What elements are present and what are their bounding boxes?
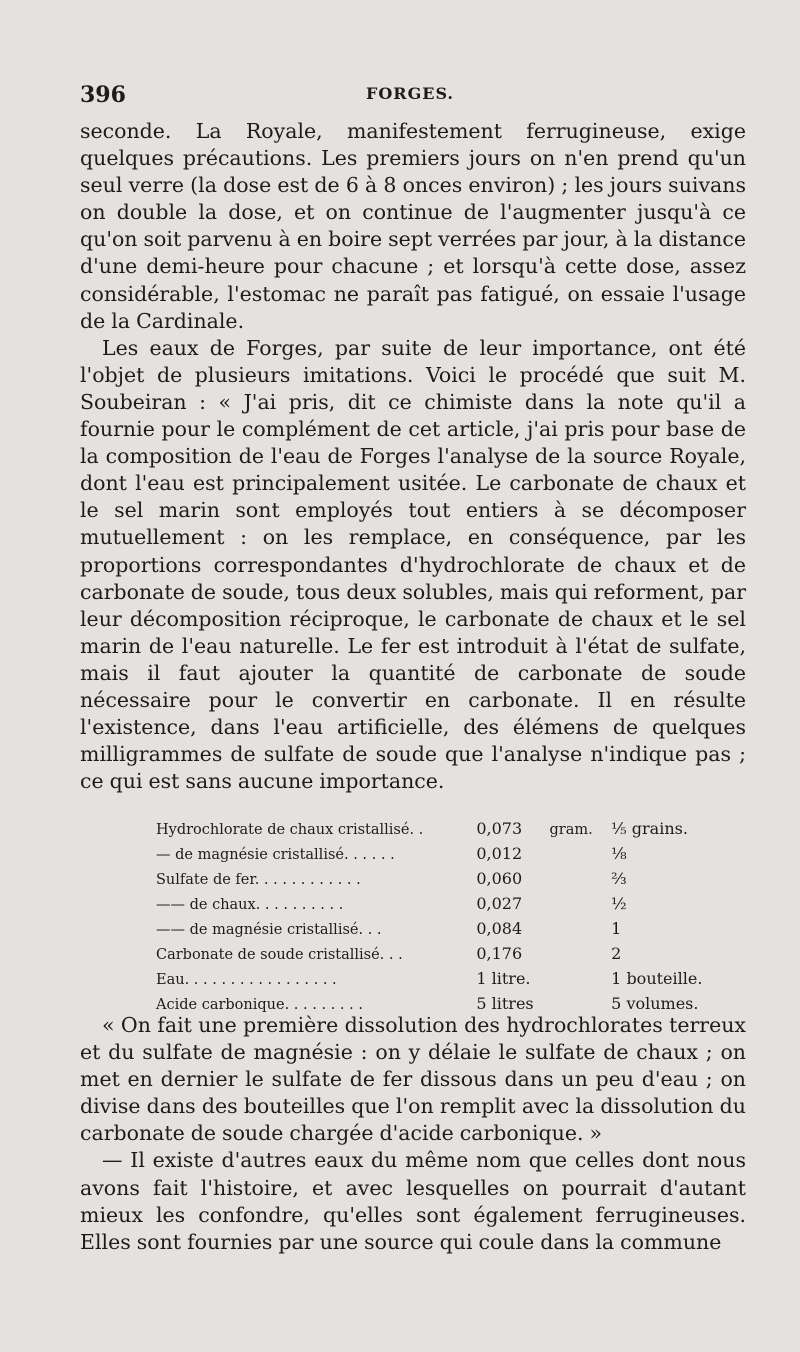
composition-table: [156, 817, 716, 1017]
table-cell-label: Acide carbonique. . . . . . . . .: [156, 997, 363, 1013]
paragraph-1: seconde. La Royale, manifestement ferrugineuse, exige quelques précautions. Les premiers jours on n'en prend qu'un seul verre (la dose est de 6 à 8 onces environ) ; les jours suivans on double la dose, et on continue de l'augmenter jusqu'à ce qu'on soit parvenu à en boire sept verrées par jour, à la distance d'une demi-heure pour chacune ; et lorsqu'à cette dose, assez considérable, l'estomac ne paraît pas fatigué, on essaie l'usage de la Cardinale.: [80, 119, 746, 333]
table-row: [156, 817, 716, 842]
table-cell-label: —— de chaux. . . . . . . . . .: [156, 897, 344, 913]
paragraph-4: — Il existe d'autres eaux du même nom que celles dont nous avons fait l'histoire, et avec lesquelles on pourrait d'autant mieux les confondre, qu'elles sont également ferrugineuses. Elles sont fournies par une source qui coule dans la commune: [80, 1148, 746, 1254]
table-cell-grains: ⅔: [611, 869, 627, 888]
table-cell-amount: 5 litres: [476, 994, 534, 1013]
table-row: [156, 942, 716, 967]
table-cell-label: Eau. . . . . . . . . . . . . . . . .: [156, 972, 337, 988]
table-cell-grains: ⅕ grains.: [611, 819, 688, 838]
body-text-lower: [80, 1012, 746, 1256]
table-cell-grains: ⅛: [611, 844, 627, 863]
table-cell-label: — de magnésie cristallisé. . . . . .: [156, 847, 395, 863]
table-row: [156, 892, 716, 917]
running-title: FORGES.: [365, 84, 454, 103]
table-cell-unit: [544, 967, 600, 992]
table-cell-grains: 1 bouteille.: [611, 969, 703, 988]
table-row: [156, 867, 716, 892]
table-cell-unit: [544, 867, 600, 892]
body-text-upper: [80, 118, 746, 795]
table-cell-unit: [544, 842, 600, 867]
table-cell-grains: 1: [611, 919, 622, 938]
table-cell-amount: 1 litre.: [476, 969, 531, 988]
table-row: [156, 967, 716, 992]
table-cell-grains: 5 volumes.: [611, 994, 699, 1013]
table-cell-grains: 2: [611, 944, 622, 963]
paragraph-2: Les eaux de Forges, par suite de leur importance, ont été l'objet de plusieurs imitations. Voici le procédé que suit M. Soubeiran : « J'ai pris, dit ce chimiste dans la note qu'il a fournie pour le complément de cet article, j'ai pris pour base de la composition de l'eau de Forges l'analyse de la source Royale, dont l'eau est principalement usitée. Le carbonate de chaux et le sel marin sont employés tout entiers à se décomposer mutuellement : on les remplace, en conséquence, par les proportions correspondantes d'hydrochlorate de chaux et de carbonate de soude, tous deux solubles, mais qui reforment, par leur décomposition réciproque, le carbonate de chaux et le sel marin de l'eau naturelle. Le fer est introduit à l'état de sulfate, mais il faut ajouter la quantité de carbonate de soude nécessaire pour le convertir en carbonate. Il en résulte l'existence, dans l'eau artificielle, des élémens de quelques milligrammes de sulfate de soude que l'analyse n'indique pas ; ce qui est sans aucune importance.: [80, 335, 746, 794]
page-number: 396: [80, 82, 126, 108]
paragraph-3: « On fait une première dissolution des hydrochlorates terreux et du sulfate de magnésie : on y délaie le sulfate de chaux ; on met en dernier le sulfate de fer dissous dans un peu d'eau ; on divise dans des bouteilles que l'on remplit avec la dissolution du carbonate de soude chargée d'acide carbonique. »: [80, 1013, 746, 1146]
table-row: [156, 917, 716, 942]
table-cell-unit: [544, 892, 600, 917]
table-cell-amount: 0,012: [476, 844, 523, 863]
table-cell-amount: 0,084: [476, 919, 523, 938]
table-cell-amount: 0,073: [476, 819, 523, 838]
table-cell-label: Carbonate de soude cristallisé. . .: [156, 947, 403, 963]
table-cell-unit: gram.: [549, 822, 593, 838]
table-cell-grains: ½: [611, 894, 627, 913]
table-cell-label: Sulfate de fer. . . . . . . . . . . .: [156, 872, 361, 888]
page-header: [80, 82, 740, 114]
table-cell-amount: 0,176: [476, 944, 523, 963]
table-cell-unit: [544, 942, 600, 967]
table-cell-unit: [544, 917, 600, 942]
table-row: [156, 842, 716, 867]
table-cell-amount: 0,027: [476, 894, 523, 913]
table-cell-amount: 0,060: [476, 869, 523, 888]
table-cell-label: Hydrochlorate de chaux cristallisé. .: [156, 822, 424, 838]
table-cell-label: —— de magnésie cristallisé. . .: [156, 922, 382, 938]
